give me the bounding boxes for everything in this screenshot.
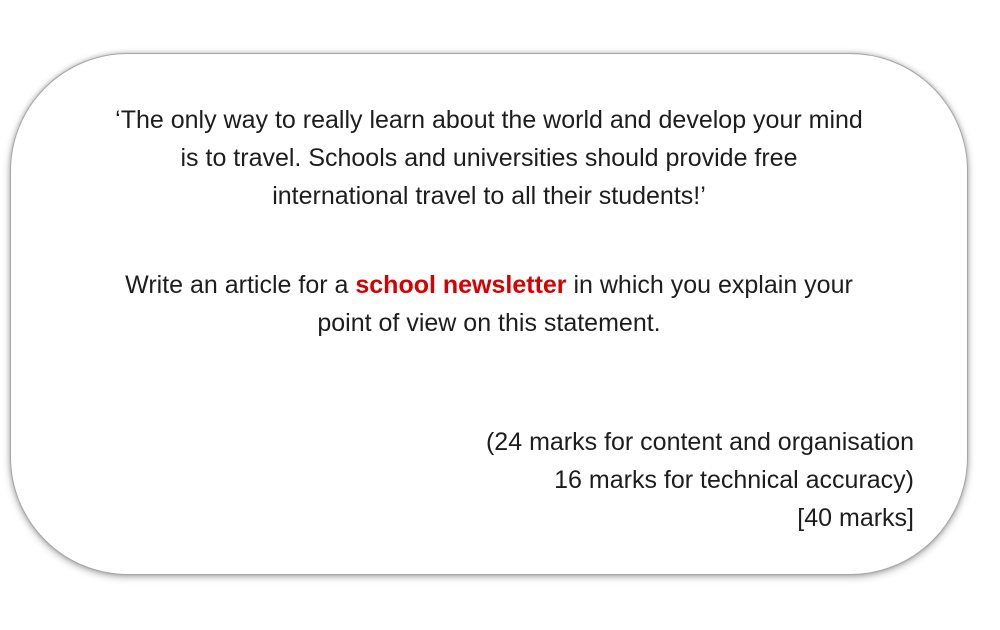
task-line-1 — [64, 266, 914, 304]
marks-total-line: [40 marks] — [797, 504, 914, 532]
task-instruction — [64, 266, 914, 342]
quote-statement — [64, 101, 914, 215]
marks-technical-line: 16 marks for technical accuracy) — [554, 466, 914, 494]
task-audience-highlight: school newsletter — [355, 271, 567, 299]
quote-line-1: ‘The only way to really learn about the world and develop your mind — [115, 106, 863, 134]
task-line-1-prefix: Write an article for a — [125, 271, 356, 299]
quote-line-3: international travel to all their students!’ — [272, 182, 706, 210]
task-line-2: point of view on this statement. — [317, 309, 661, 337]
task-line-1-suffix: in which you explain your — [566, 271, 853, 299]
question-card — [10, 53, 968, 575]
quote-line-2: is to travel. Schools and universities should provide free — [180, 144, 798, 172]
marks-block — [64, 423, 914, 537]
marks-content-line: (24 marks for content and organisation — [485, 428, 914, 456]
